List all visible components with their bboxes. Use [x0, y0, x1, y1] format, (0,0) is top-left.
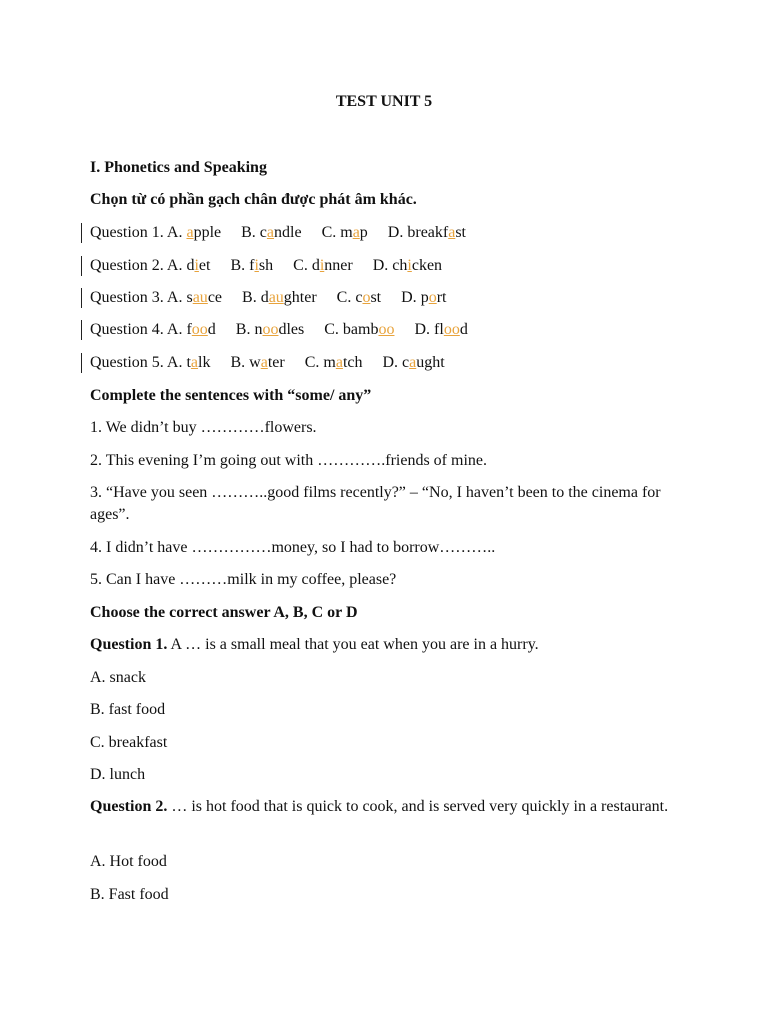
phonetics-option	[388, 224, 466, 241]
underlined-sound: i	[194, 257, 199, 274]
phonetics-option	[324, 321, 394, 338]
phonetics-option	[401, 289, 446, 306]
word-part: p	[420, 289, 429, 306]
question-label: Question 1.	[90, 224, 164, 241]
phonetics-question-1	[90, 222, 690, 244]
underlined-sound: oo	[191, 321, 208, 338]
word-part: rt	[436, 289, 447, 306]
question-2-text: … is hot food that is quick to cook, and is served very quickly in a restaurant.	[167, 798, 669, 815]
phonetics-option	[382, 354, 444, 371]
sentence-item: 4. I didn’t have ……………money, so I had to borrow………..	[90, 539, 496, 556]
margin-bar	[81, 353, 82, 373]
word-part: tch	[342, 354, 363, 371]
word-part: s	[186, 289, 193, 306]
answer-option: B. Fast food	[90, 886, 169, 903]
option-letter: D.	[401, 289, 417, 306]
word-part: st	[370, 289, 382, 306]
word-part: cken	[411, 257, 443, 274]
word-part: d	[186, 257, 195, 274]
underlined-sound: a	[448, 224, 456, 241]
section-heading-choose: Choose the correct answer A, B, C or D	[90, 604, 358, 621]
underlined-sound: o	[428, 289, 437, 306]
underlined-sound: oo	[262, 321, 279, 338]
question-1-label: Question 1.	[90, 636, 168, 653]
word-part: c	[402, 354, 410, 371]
option-letter: D.	[382, 354, 399, 371]
underlined-sound: oo	[378, 321, 395, 338]
section-instruction-phonetics: Chọn từ có phần gạch chân được phát âm khác.	[90, 191, 417, 208]
underlined-sound: i	[407, 257, 412, 274]
word-part: w	[249, 354, 261, 371]
phonetics-question-2	[90, 255, 690, 277]
word-part: c	[355, 289, 363, 306]
phonetics-option	[167, 354, 211, 371]
phonetics-option	[230, 257, 273, 274]
option-letter: D.	[372, 257, 389, 274]
underlined-sound: a	[266, 224, 275, 241]
question-label: Question 5.	[90, 354, 164, 371]
phonetics-option	[167, 224, 221, 241]
answer-option: A. snack	[90, 669, 146, 686]
question-label: Question 2.	[90, 257, 164, 274]
underlined-sound: a	[190, 354, 199, 371]
phonetics-option	[167, 321, 216, 338]
margin-bar	[81, 223, 82, 243]
answer-option: B. fast food	[90, 701, 166, 718]
underlined-sound: i	[254, 257, 259, 274]
phonetics-option	[230, 354, 284, 371]
margin-bar	[81, 288, 82, 308]
option-letter: C.	[293, 257, 308, 274]
underlined-sound: a	[352, 224, 360, 241]
option-letter: A.	[166, 289, 183, 306]
phonetics-question-3	[90, 287, 690, 309]
word-part: m	[323, 354, 336, 371]
word-part: sh	[258, 257, 274, 274]
word-part: dles	[278, 321, 305, 338]
sentence-item: 2. This evening I’m going out with ………….friends of mine.	[90, 452, 487, 469]
option-letter: B.	[241, 224, 256, 241]
option-letter: C.	[324, 321, 339, 338]
underlined-sound: a	[335, 354, 343, 371]
phonetics-option	[322, 224, 368, 241]
word-part: bamb	[342, 321, 379, 338]
question-1-stem	[90, 634, 690, 656]
phonetics-option	[241, 224, 301, 241]
word-part: ch	[392, 257, 408, 274]
phonetics-question-5	[90, 352, 690, 374]
word-part: et	[198, 257, 211, 274]
section-heading-phonetics: I. Phonetics and Speaking	[90, 159, 267, 176]
answer-option: D. lunch	[90, 766, 146, 783]
margin-bar	[81, 256, 82, 276]
sentence-item: 1. We didn’t buy …………flowers.	[90, 419, 317, 436]
underlined-sound: a	[186, 224, 194, 241]
answer-option: A. Hot food	[90, 853, 167, 870]
word-part: t	[186, 354, 191, 371]
word-part: c	[259, 224, 267, 241]
question-label: Question 3.	[90, 289, 164, 306]
word-part: st	[455, 224, 466, 241]
underlined-sound: i	[319, 257, 325, 274]
underlined-sound: o	[362, 289, 371, 306]
word-part: d	[459, 321, 468, 338]
option-letter: A.	[166, 224, 183, 241]
question-2-label: Question 2.	[90, 798, 168, 815]
phonetics-option	[305, 354, 363, 371]
underlined-sound: au	[192, 289, 208, 306]
question-1-text: A … is a small meal that you eat when you are in a hurry.	[167, 636, 539, 653]
option-letter: D.	[387, 224, 404, 241]
word-part: ce	[207, 289, 223, 306]
word-part: d	[311, 257, 320, 274]
question-label: Question 4.	[90, 321, 164, 338]
word-part: d	[260, 289, 269, 306]
option-letter: A.	[166, 257, 183, 274]
word-part: fl	[434, 321, 444, 338]
margin-bar	[81, 320, 82, 340]
phonetics-option	[414, 321, 467, 338]
word-part: p	[359, 224, 368, 241]
option-letter: B.	[230, 257, 246, 274]
underlined-sound: a	[260, 354, 268, 371]
underlined-sound: au	[268, 289, 284, 306]
phonetics-option	[242, 289, 317, 306]
underlined-sound: oo	[443, 321, 460, 338]
word-part: breakf	[407, 224, 449, 241]
word-part: pple	[193, 224, 222, 241]
word-part: f	[249, 257, 255, 274]
phonetics-option	[293, 257, 353, 274]
phonetics-option	[167, 289, 222, 306]
option-letter: B.	[230, 354, 246, 371]
option-letter: A.	[166, 321, 183, 338]
option-letter: C.	[304, 354, 320, 371]
phonetics-option	[167, 257, 211, 274]
word-part: n	[254, 321, 263, 338]
option-letter: B.	[235, 321, 251, 338]
page-title: TEST UNIT 5	[335, 93, 433, 110]
word-part: m	[340, 224, 353, 241]
word-part: ndle	[274, 224, 302, 241]
option-letter: C.	[321, 224, 337, 241]
word-part: f	[186, 321, 192, 338]
phonetics-question-4	[90, 319, 690, 341]
word-part: ter	[267, 354, 285, 371]
word-part: ught	[416, 354, 445, 371]
section-heading-some-any: Complete the sentences with “some/ any”	[90, 387, 372, 404]
phonetics-option	[337, 289, 381, 306]
option-letter: C.	[336, 289, 352, 306]
option-letter: D.	[414, 321, 431, 338]
answer-option: C. breakfast	[90, 734, 168, 751]
underlined-sound: a	[409, 354, 417, 371]
word-part: d	[207, 321, 216, 338]
sentence-item: 3. “Have you seen ………..good films recently?” – “No, I haven’t been to the cinema for ages”.	[90, 484, 661, 523]
option-letter: A.	[166, 354, 183, 371]
word-part: lk	[198, 354, 211, 371]
word-part: nner	[324, 257, 353, 274]
word-part: ghter	[283, 289, 317, 306]
sentence-item: 5. Can I have ………milk in my coffee, please?	[90, 571, 397, 588]
phonetics-option	[236, 321, 304, 338]
option-letter: B.	[242, 289, 257, 306]
question-2-stem	[90, 796, 682, 818]
phonetics-option	[373, 257, 442, 274]
